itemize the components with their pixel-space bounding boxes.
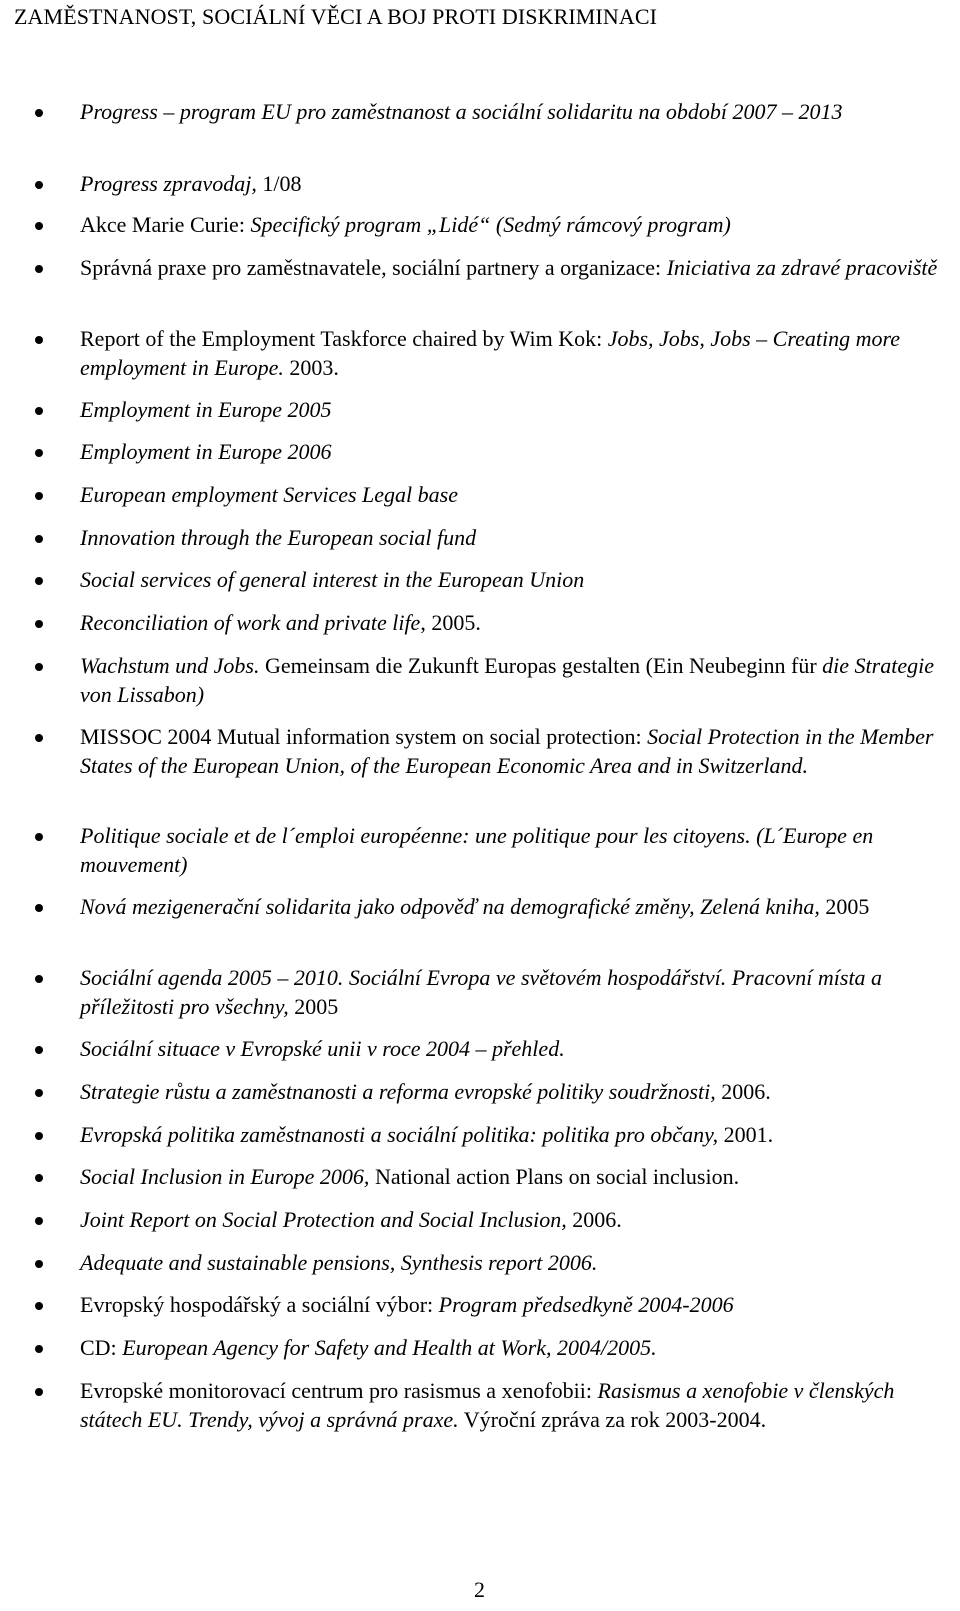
list-item <box>80 1206 940 1235</box>
text-segment: European employment Services Legal base <box>80 482 458 507</box>
bullet-icon <box>35 1388 43 1396</box>
bullet-icon <box>35 181 43 189</box>
text-segment: MISSOC 2004 Mutual information system on social protection: <box>80 724 648 749</box>
bullet-icon <box>35 904 43 912</box>
list-item <box>80 1035 940 1064</box>
item-text <box>80 525 476 550</box>
list-item <box>80 396 940 425</box>
list-item <box>80 1334 940 1363</box>
text-segment: Wachstum und Jobs. <box>80 653 260 678</box>
item-text <box>80 439 332 464</box>
list-item <box>80 1249 940 1278</box>
list-item <box>80 723 940 780</box>
list-item <box>80 170 940 199</box>
bullet-icon <box>35 492 43 500</box>
text-segment: Jobs, Jobs, Jobs – Creating more employment in Europe. <box>80 326 900 380</box>
bullet-icon <box>35 620 43 628</box>
text-segment: Rasismus a xenofobie v členských státech EU. Trendy, vývoj a správná praxe. <box>80 1378 895 1432</box>
text-segment: Politique sociale et de l´emploi européenne: une politique pour les citoyens. (L´Europe en mouvement) <box>80 823 874 877</box>
item-text <box>80 724 933 778</box>
item-text <box>80 1207 622 1232</box>
text-segment: Progress – program EU pro zaměstnanost a sociální solidaritu na období 2007 – 2013 <box>80 99 843 124</box>
list-item <box>80 524 940 553</box>
bullet-icon <box>35 833 43 841</box>
item-text <box>80 1036 565 1061</box>
text-segment: Sociální agenda 2005 – 2010. Sociální Evropa ve světovém hospodářství. Pracovní místa a příležitosti pro všechny, <box>80 965 883 1019</box>
text-segment: Reconciliation of work and private life <box>80 610 421 635</box>
text-segment: Social services of general interest in the European Union <box>80 567 585 592</box>
bullet-icon <box>35 109 43 117</box>
item-text <box>80 99 843 124</box>
list-item <box>80 609 940 638</box>
text-segment: European Agency for Safety and Health at Work, 2004/2005. <box>122 1335 657 1360</box>
bullet-icon <box>35 1174 43 1182</box>
bullet-icon <box>35 265 43 273</box>
list-item <box>80 566 940 595</box>
bullet-icon <box>35 1345 43 1353</box>
text-segment: 2006. <box>715 1079 771 1104</box>
text-segment: Evropský hospodářský a sociální výbor: <box>80 1292 439 1317</box>
text-segment: , 2005. <box>420 610 481 635</box>
list-item <box>80 964 940 1021</box>
item-text <box>80 894 869 919</box>
text-segment: Progress zpravodaj, <box>80 171 257 196</box>
bullet-icon <box>35 336 43 344</box>
text-segment: Social Protection in the Member States of the European Union, of the European Economic Area and in Switzerland. <box>80 724 934 778</box>
item-text <box>80 171 301 196</box>
item-text <box>80 255 937 280</box>
text-segment: Employment in Europe 2005 <box>80 397 332 422</box>
item-text <box>80 1335 657 1360</box>
text-segment: Evropská politika zaměstnanosti a sociální politika: politika pro občany, <box>80 1122 719 1147</box>
item-text <box>80 610 481 635</box>
item-text <box>80 567 584 592</box>
text-segment: Evropské monitorovací centrum pro rasismus a xenofobii: <box>80 1378 598 1403</box>
bullet-icon <box>35 1089 43 1097</box>
bullet-icon <box>35 535 43 543</box>
item-text <box>80 482 458 507</box>
page-number: 2 <box>474 1577 485 1602</box>
text-segment: National action Plans on social inclusion. <box>369 1164 740 1189</box>
text-segment: 2005 <box>819 894 870 919</box>
list-item <box>80 438 940 467</box>
text-segment: Report of the Employment Taskforce chaired by Wim Kok: <box>80 326 608 351</box>
text-segment: Gemeinsam die Zukunft Europas gestalten (Ein Neubeginn für <box>259 653 823 678</box>
text-segment: die Strategie von Lissabon) <box>80 653 934 707</box>
text-segment: Iniciativa za zdravé pracoviště <box>666 255 938 280</box>
text-segment: 2003. <box>283 354 339 380</box>
text-segment: 2001. <box>718 1122 774 1147</box>
item-text <box>80 397 332 422</box>
bullet-icon <box>35 577 43 585</box>
item-text <box>80 326 900 380</box>
item-text <box>80 1164 739 1189</box>
text-segment: Specifický program „Lidé“ (Sedmý rámcový program) <box>250 212 731 237</box>
text-segment: CD: <box>80 1335 123 1360</box>
list-item <box>80 1377 940 1434</box>
bullet-icon <box>35 1260 43 1268</box>
text-segment: 1/08 <box>256 171 302 196</box>
text-segment: 2005 <box>288 993 339 1019</box>
bullet-icon <box>35 1217 43 1225</box>
list-item <box>80 481 940 510</box>
page-heading: ZAMĚSTNANOST, SOCIÁLNÍ VĚCI A BOJ PROTI DISKRIMINACI <box>14 4 658 29</box>
bullet-icon <box>35 975 43 983</box>
text-segment: Social Inclusion in Europe 2006, <box>80 1164 370 1189</box>
list-item <box>80 1078 940 1107</box>
list-item <box>80 1163 940 1192</box>
bullet-icon <box>35 449 43 457</box>
bullet-icon <box>35 663 43 671</box>
text-segment: Akce Marie Curie: <box>80 212 251 237</box>
bullet-icon <box>35 1132 43 1140</box>
item-text <box>80 1378 894 1432</box>
list-item <box>80 1121 940 1150</box>
text-segment: 2006. <box>566 1207 622 1232</box>
item-text <box>80 965 882 1019</box>
text-segment: Innovation through the European social fund <box>80 525 477 550</box>
item-text <box>80 1079 771 1104</box>
list-item <box>80 325 940 382</box>
list-item <box>80 893 940 922</box>
text-segment: Employment in Europe 2006 <box>80 439 332 464</box>
text-segment: Strategie růstu a zaměstnanosti a reforma evropské politiky soudržnosti, <box>80 1079 716 1104</box>
bullet-icon <box>35 222 43 230</box>
bullet-icon <box>35 1302 43 1310</box>
list-item <box>80 211 940 240</box>
text-segment: Program předsedkyně 2004-2006 <box>438 1292 734 1317</box>
list-item <box>80 1291 940 1320</box>
bullet-icon <box>35 1046 43 1054</box>
text-segment: Joint Report on Social Protection and Social Inclusion, <box>80 1207 567 1232</box>
bullet-icon <box>35 734 43 742</box>
text-segment: Správná praxe pro zaměstnavatele, sociální partnery a organizace: <box>80 255 667 280</box>
text-segment: Výroční zpráva za rok 2003-2004. <box>458 1406 767 1432</box>
list-item <box>80 822 940 879</box>
list-item <box>80 98 940 127</box>
text-segment: Nová mezigenerační solidarita jako odpověď na demografické změny, Zelená kniha, <box>80 894 820 919</box>
item-text <box>80 1250 597 1275</box>
text-segment: Adequate and sustainable pensions, Synthesis report 2006. <box>80 1250 598 1275</box>
list-item <box>80 254 940 283</box>
item-text <box>80 823 873 877</box>
text-segment: Sociální situace v Evropské unii v roce 2004 – přehled. <box>80 1036 565 1061</box>
item-text <box>80 212 731 237</box>
item-text <box>80 653 934 707</box>
item-text <box>80 1292 734 1317</box>
item-text <box>80 1122 773 1147</box>
bullet-icon <box>35 407 43 415</box>
list-item <box>80 652 940 709</box>
